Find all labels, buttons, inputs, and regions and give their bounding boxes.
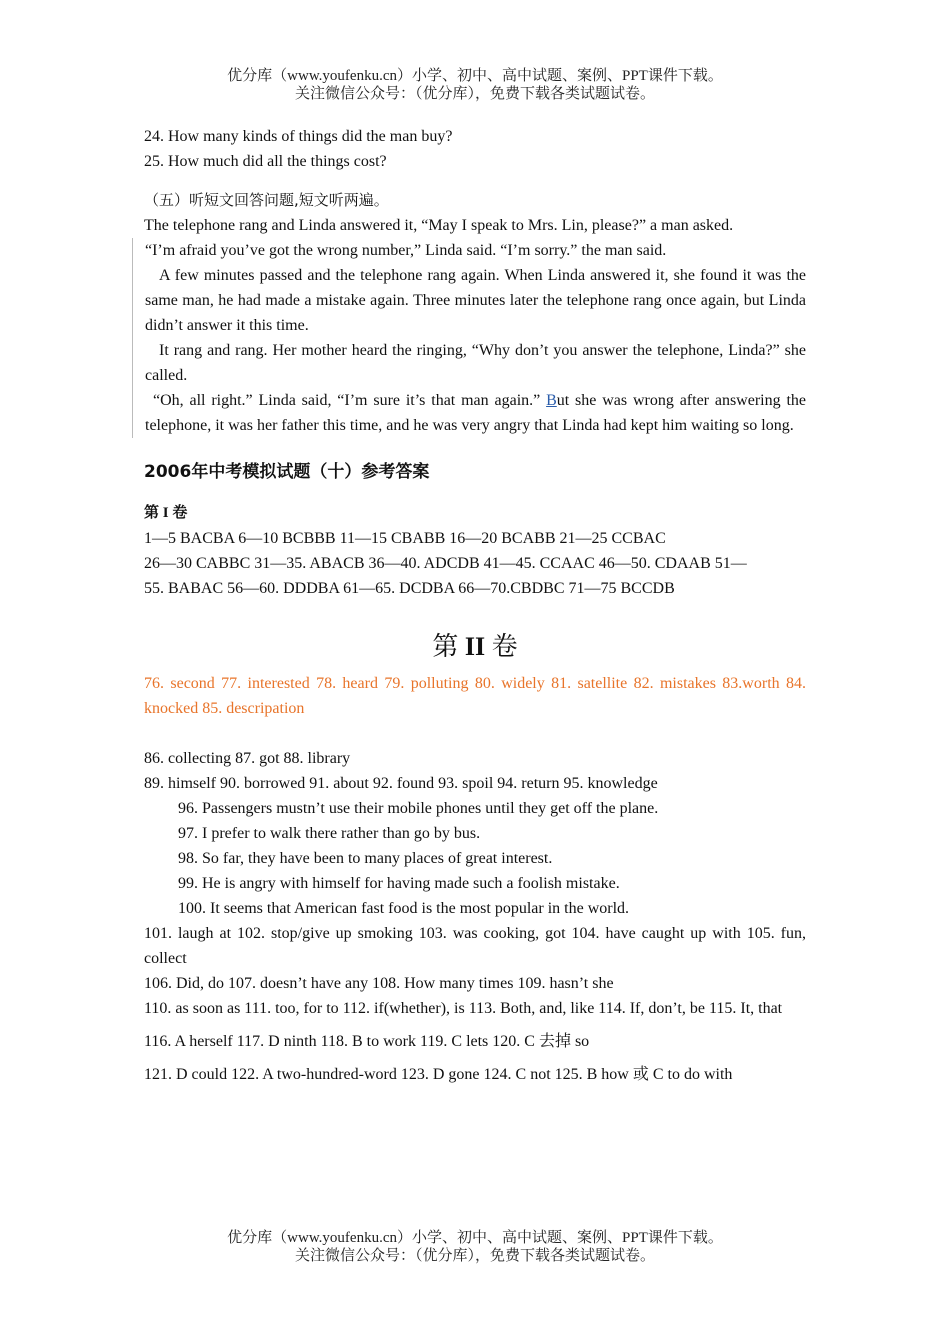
passage-p5-highlight: B	[546, 392, 557, 409]
spacer	[144, 721, 806, 746]
question-25: 25. How much did all the things cost?	[144, 153, 387, 170]
passage-p5-end: ut she was wrong after answering the telephone, it was her father this time, and he was very angry that Linda had kept him waiting so long.	[145, 392, 806, 434]
answers-121-125: 121. D could 122. A two-hundred-word 123. D gone 124. C not 125. B how 或 C to do with	[144, 1066, 733, 1083]
page-content	[144, 124, 806, 1087]
answers-89-95: 89. himself 90. borrowed 91. about 92. found 93. spoil 94. return 95. knowledge	[144, 775, 658, 792]
answers-101-105: 101. laugh at 102. stop/give up smoking 103. was cooking, got 104. have caught up with 105. fun, collect	[144, 925, 806, 967]
answer-97: 97. I prefer to walk there rather than go by bus.	[178, 825, 481, 842]
volume-2-heading	[144, 627, 806, 667]
passage-block	[132, 238, 806, 388]
volume-1-line-1: 1—5 BACBA 6—10 BCBBB 11—15 CBABB 16—20 BCABB 21—25 CCBAC	[144, 530, 666, 547]
passage-paragraph-2: “I’m afraid you’ve got the wrong number,” Linda said. “I’m sorry.” the man said.	[145, 242, 667, 259]
answers-76-85: 76. second 77. interested 78. heard 79. polluting 80. widely 81. satellite 82. mistakes 83.worth 84. knocked 85. descripation	[144, 675, 806, 717]
answers-110-115: 110. as soon as 111. too, for to 112. if(whether), is 113. Both, and, like 114. If, don’t, be 115. It, that	[144, 1000, 783, 1017]
answers-116-120: 116. A herself 117. D ninth 118. B to work 119. C lets 120. C 去掉 so	[144, 1033, 590, 1050]
footer-line-1: 优分库（www.youfenku.cn）小学、初中、高中试题、案例、PPT课件下载。	[227, 1230, 723, 1246]
footer-line-2: 关注微信公众号：（优分库），免费下载各类试题试卷。	[294, 1248, 655, 1264]
answer-key-title: 2006年中考模拟试题（十）参考答案	[144, 462, 430, 482]
answers-86-88: 86. collecting 87. got 88. library	[144, 750, 351, 767]
passage-paragraph-4: It rang and rang. Her mother heard the ringing, “Why don’t you answer the telephone, Linda?” she called.	[145, 342, 806, 384]
volume-1-label: 第 I 卷	[144, 505, 188, 521]
answer-100: 100. It seems that American fast food is the most popular in the world.	[178, 900, 630, 917]
page-header	[0, 67, 950, 103]
answer-98: 98. So far, they have been to many places of great interest.	[178, 850, 553, 867]
volume-2-roman: II	[464, 632, 486, 661]
volume-2-prefix: 第	[432, 632, 465, 661]
answers-106-109: 106. Did, do 107. doesn’t have any 108. How many times 109. hasn’t she	[144, 975, 614, 992]
passage-block-2	[132, 388, 806, 438]
volume-1-line-3: 55. BABAC 56—60. DDDBA 61—65. DCDBA 66—70.CBDBC 71—75 BCCDB	[144, 580, 675, 597]
passage-paragraph-5	[145, 388, 806, 438]
passage-p5-start: “Oh, all right.” Linda said, “I’m sure it’s that man again.”	[153, 392, 547, 409]
header-line-2: 关注微信公众号：（优分库），免费下载各类试题试卷。	[294, 86, 655, 102]
header-line-1: 优分库（www.youfenku.cn）小学、初中、高中试题、案例、PPT课件下载。	[227, 68, 723, 84]
passage-paragraph-3: A few minutes passed and the telephone rang again. When Linda answered it, she found it was the same man, he had made a mistake again. Three minutes later the telephone rang once again, but Linda didn’t answer it this time.	[145, 267, 806, 334]
section-5-heading: （五）听短文回答问题,短文听两遍。	[144, 191, 389, 209]
passage-paragraph-1: The telephone rang and Linda answered it, “May I speak to Mrs. Lin, please?” a man asked.	[144, 217, 734, 234]
volume-1-line-2: 26—30 CABBC 31—35. ABACB 36—40. ADCDB 41—45. CCAAC 46—50. CDAAB 51—	[144, 555, 747, 572]
page-footer	[0, 1229, 950, 1265]
answer-99: 99. He is angry with himself for having made such a foolish mistake.	[178, 875, 620, 892]
volume-2-suffix: 卷	[485, 632, 518, 661]
question-24: 24. How many kinds of things did the man buy?	[144, 128, 453, 145]
answer-96: 96. Passengers mustn’t use their mobile phones until they get off the plane.	[178, 800, 659, 817]
